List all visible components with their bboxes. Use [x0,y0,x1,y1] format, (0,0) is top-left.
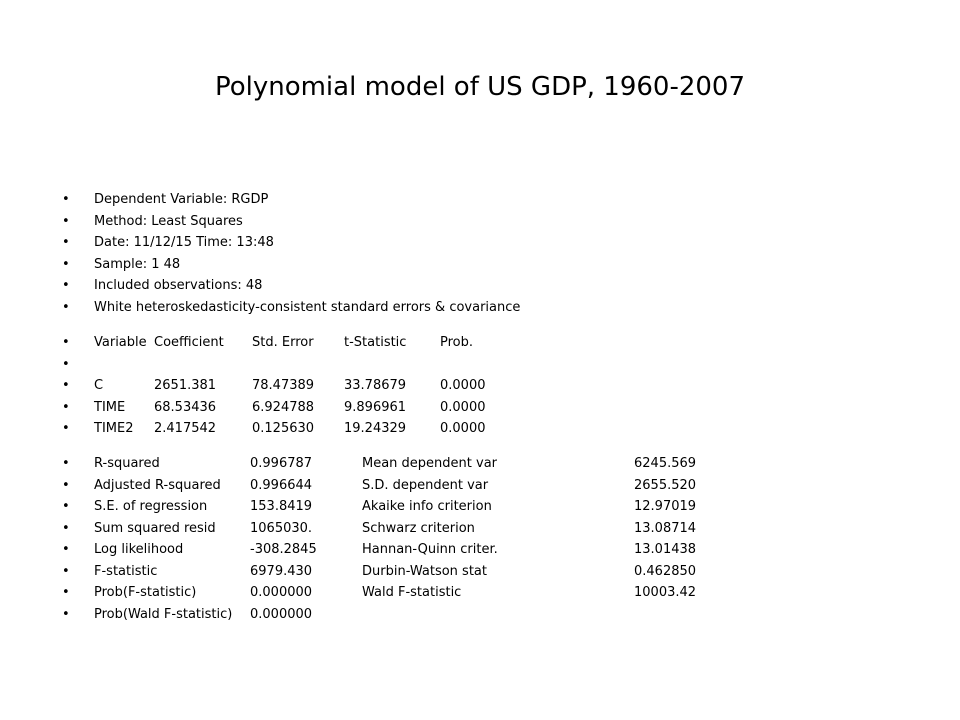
coef-std-error: 78.47389 [252,378,315,393]
bullet-icon: • [62,278,70,293]
bullet-icon: • [62,477,70,493]
stat-value: 0.000000 [250,606,313,622]
stat-value: 153.8419 [250,499,313,514]
stat-label-right: S.D. dependent var [362,477,489,493]
stat-label: F-statistic [94,563,158,579]
bullet-icon: • [62,213,70,229]
stat-label-right: Hannan-Quinn criter. [362,542,498,557]
stat-label: S.E. of regression [94,499,208,514]
bullet-icon: • [62,563,70,579]
coef-variable: TIME [94,399,126,415]
bullet-icon: • [62,606,70,622]
slide-title: Polynomial model of US GDP, 1960-2007 [214,72,746,102]
stat-value: 0.000000 [250,585,313,600]
bullet-icon: • [62,520,70,536]
coef-std-error: 6.924788 [252,399,315,415]
bullet-icon: • [62,499,70,514]
stat-value: -308.2845 [250,542,317,557]
info-text: Date: 11/12/15 Time: 13:48 [94,235,274,250]
coef-coefficient: 2.417542 [154,421,217,436]
stat-label-right: Durbin-Watson stat [362,563,487,579]
coef-prob: 0.0000 [440,421,486,436]
stat-label: Log likelihood [94,542,184,557]
header-variable: Variable [94,335,147,350]
stat-label-right: Mean dependent var [362,456,498,471]
bullet-icon: • [62,299,70,315]
coef-prob: 0.0000 [440,378,486,393]
info-text: White heteroskedasticity-consistent standard errors & covariance [94,299,521,315]
bullet-icon: • [62,256,70,272]
coef-coefficient: 68.53436 [154,399,217,415]
info-text: Included observations: 48 [94,278,263,293]
stat-label: Prob(F-statistic) [94,585,197,600]
info-text: Sample: 1 48 [94,256,181,272]
stat-value-right: 13.08714 [634,520,697,536]
stat-value-right: 12.97019 [634,499,697,514]
stat-value-right: 10003.42 [634,585,697,600]
info-text: Dependent Variable: RGDP [94,192,269,207]
bullet-icon: • [62,356,70,372]
bullet-icon: • [62,192,70,207]
stat-label-right: Schwarz criterion [362,520,475,536]
header-std-error: Std. Error [252,335,314,350]
stat-label: R-squared [94,456,160,471]
coef-std-error: 0.125630 [252,421,315,436]
bullet-icon: • [62,456,70,471]
bullet-icon: • [62,399,70,415]
header-prob: Prob. [440,335,474,350]
info-text: Method: Least Squares [94,213,243,229]
stat-label-right: Akaike info criterion [362,499,492,514]
stat-value: 0.996787 [250,456,313,471]
stat-label-right: Wald F-statistic [362,585,462,600]
coef-t-statistic: 19.24329 [344,421,407,436]
stat-value: 1065030. [250,520,313,536]
bullet-icon: • [62,542,70,557]
stat-value-right: 0.462850 [634,563,697,579]
stat-label: Prob(Wald F-statistic) [94,606,233,622]
coef-coefficient: 2651.381 [154,378,217,393]
coef-t-statistic: 9.896961 [344,399,407,415]
stat-value: 0.996644 [250,477,313,493]
bullet-icon: • [62,335,70,350]
coef-t-statistic: 33.78679 [344,378,407,393]
coef-variable: C [94,378,104,393]
stat-value-right: 2655.520 [634,477,697,493]
stat-value-right: 13.01438 [634,542,697,557]
stat-value: 6979.430 [250,563,313,579]
header-coefficient: Coefficient [154,335,224,350]
stat-label: Adjusted R-squared [94,477,221,493]
stat-label: Sum squared resid [94,520,216,536]
bullet-icon: • [62,378,70,393]
bullet-icon: • [62,421,70,436]
stat-value-right: 6245.569 [634,456,697,471]
bullet-icon: • [62,585,70,600]
bullet-icon: • [62,235,70,250]
coef-variable: TIME2 [94,421,134,436]
header-t-statistic: t-Statistic [344,335,407,350]
coef-prob: 0.0000 [440,399,486,415]
